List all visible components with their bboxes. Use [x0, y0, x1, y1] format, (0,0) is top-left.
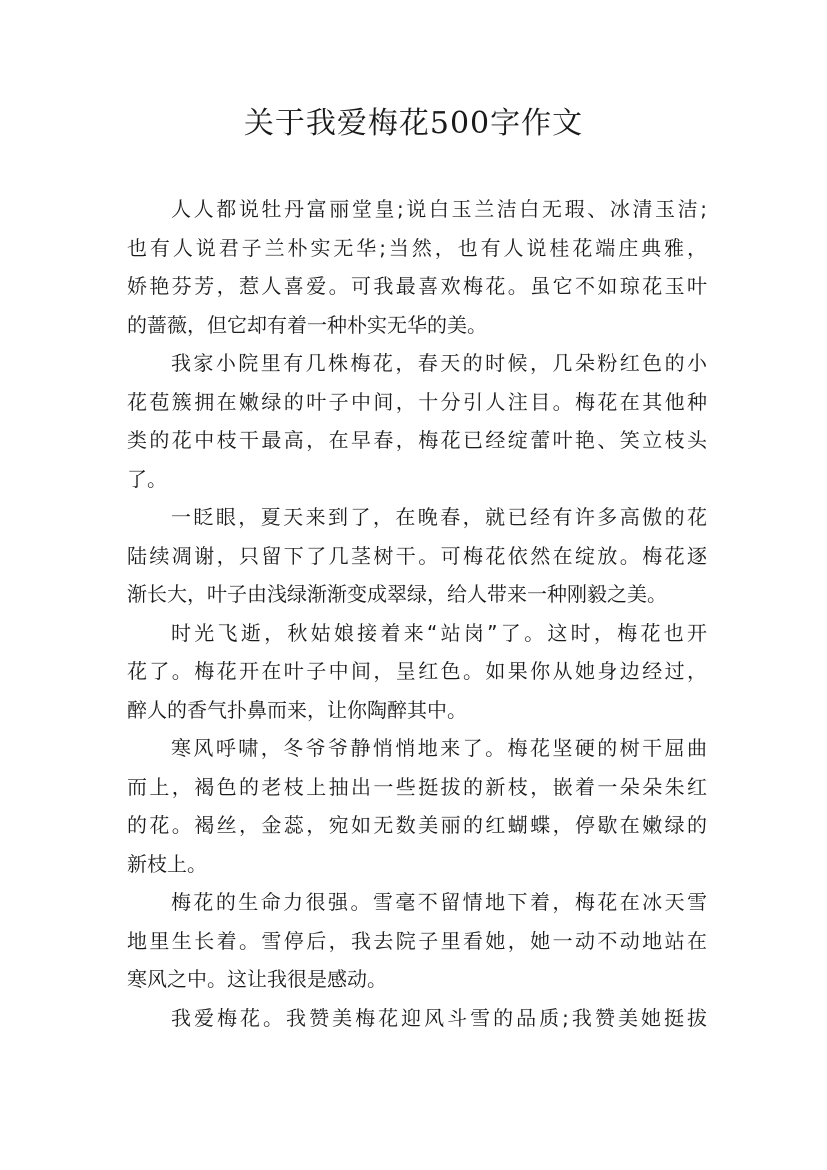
text-line-content: 的花。褐丝，金蕊，宛如无数美丽的红蝴蝶，停歇在嫩绿的 — [127, 813, 707, 837]
text-line — [127, 421, 707, 460]
text-line-content: 的蔷薇，但它却有着一种朴实无华的美。 — [127, 312, 487, 337]
text-line — [127, 614, 707, 653]
text-line-content: 娇艳芬芳，惹人喜爱。可我最喜欢梅花。虽它不如琼花玉叶 — [127, 274, 707, 298]
text-line-content: 一眨眼，夏天来到了，在晚春，就已经有许多高傲的花 — [171, 505, 707, 529]
text-line — [127, 922, 707, 961]
text-line-content: 人人都说牡丹富丽堂皇;说白玉兰洁白无瑕、冰清玉洁; — [171, 197, 707, 221]
text-line-content: 时光飞逝，秋姑娘接着来“站岗”了。这时，梅花也开 — [171, 620, 707, 645]
text-line — [127, 537, 707, 576]
text-line — [127, 883, 707, 922]
text-line — [127, 460, 707, 499]
text-line — [127, 806, 707, 845]
text-line — [127, 383, 707, 422]
text-line — [127, 344, 707, 383]
text-line — [127, 768, 707, 807]
text-line — [127, 960, 707, 999]
text-line — [127, 729, 707, 768]
text-line — [127, 575, 707, 614]
text-line-content: 渐长大，叶子由浅绿渐渐变成翠绿，给人带来一种刚毅之美。 — [127, 582, 667, 606]
text-line — [127, 267, 707, 306]
text-line — [127, 845, 707, 884]
text-line — [127, 229, 707, 268]
text-line-content: 新枝上。 — [127, 851, 207, 876]
document-title: 关于我爱梅花500字作文 — [243, 106, 584, 141]
text-line-content: 我家小院里有几株梅花，春天的时候，几朵粉红色的小 — [171, 351, 707, 375]
text-line-content: 醉人的香气扑鼻而来，让你陶醉其中。 — [127, 697, 467, 722]
text-line-content: 而上，褐色的老枝上抽出一些挺拔的新枝，嵌着一朵朵朱红 — [127, 774, 707, 799]
text-line-content: 寒风呼啸，冬爷爷静悄悄地来了。梅花坚硬的树干屈曲 — [171, 736, 707, 760]
text-line-content: 我爱梅花。我赞美梅花迎风斗雪的品质;我赞美她挺拔 — [171, 1005, 707, 1030]
text-line-content: 寒风之中。这让我很是感动。 — [127, 967, 387, 991]
text-line-content: 花苞簇拥在嫩绿的叶子中间，十分引人注目。梅花在其他种 — [127, 389, 707, 414]
text-line — [127, 306, 707, 345]
text-line-content: 也有人说君子兰朴实无华;当然，也有人说桂花端庄典雅， — [127, 235, 707, 260]
text-line-content: 地里生长着。雪停后，我去院子里看她，她一动不动地站在 — [127, 928, 707, 953]
text-line-content: 陆续凋谢，只留下了几茎树干。可梅花依然在绽放。梅花逐 — [127, 543, 707, 568]
text-line-content: 花了。梅花开在叶子中间，呈红色。如果你从她身边经过， — [127, 659, 707, 683]
text-line — [127, 498, 707, 537]
essay-body — [127, 190, 707, 1037]
text-line-content: 了。 — [127, 466, 167, 491]
text-line — [127, 652, 707, 691]
text-line — [127, 691, 707, 730]
text-line — [127, 999, 707, 1038]
text-line-content: 类的花中枝干最高，在早春，梅花已经绽蕾叶艳、笑立枝头 — [127, 428, 707, 452]
text-line-content: 梅花的生命力很强。雪毫不留情地下着，梅花在冰天雪 — [171, 890, 707, 914]
text-line — [127, 190, 707, 229]
